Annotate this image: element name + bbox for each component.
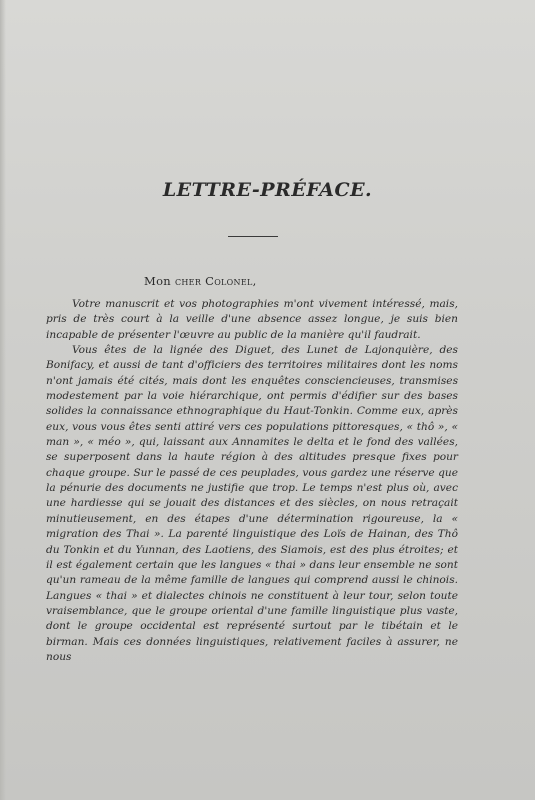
paragraph-1: Votre manuscrit et vos photographies m'ont vivement intéressé, mais, pris de très court à la veille d'une absence assez longue, je suis bien incapable de présenter l'œuvre au public de la manière qu'il faudrait. — [46, 298, 458, 341]
salutation-rest: cher Colonel, — [174, 274, 257, 288]
title-divider — [228, 236, 278, 237]
salutation-first-word: Mon — [144, 274, 172, 288]
paragraph-2: Vous êtes de la lignée des Diguet, des Lunet de Lajonquière, des Bonifacy, et aussi de tant d'officiers des territoires militaires dont les noms n'ont jamais été cités, mais dont les enquêtes consciencieuses, transmises modestement par la voie hiérarchique, ont permis d'édifier sur des bases solides la connaissance ethnographique du Haut-Tonkin. Comme eux, après eux, vous vous êtes senti attiré vers ces populations pittoresques, « thô », « man », « méo », qui, laissant aux Annamites le delta et le fond des vallées, se superposent dans la haute région à des altitudes presque fixes pour chaque groupe. Sur le passé de ces peuplades, vous gardez une réserve que la pénurie des documents ne justifie que trop. Le temps n'est plus où, avec une hardiesse qui se jouait des distances et des siècles, on nous retraçait minutieusement, en des étapes d'une détermination rigoureuse, la « migration des Thai ». La parenté linguistique des Loïs de Hainan, des Thô du Tonkin et du Yunnan, des Laotiens, des Siamois, est des plus étroites; et il est également certain que les langues « thai » dans leur ensemble ne sont qu'un rameau de la même famille de langues qui comprend aussi le chinois. Langues « thai » et dialectes chinois ne constituent à leur tour, selon toute vraisemblance, que le groupe oriental d'une famille linguistique plus vaste, dont le groupe occidental est représenté surtout par le tibétain et le birman. Mais ces données linguistiques, relativement faciles à assurer, ne nous — [46, 344, 458, 663]
letter-body — [46, 297, 458, 665]
salutation — [144, 274, 257, 288]
page-title: LETTRE-PRÉFACE. — [162, 179, 373, 201]
